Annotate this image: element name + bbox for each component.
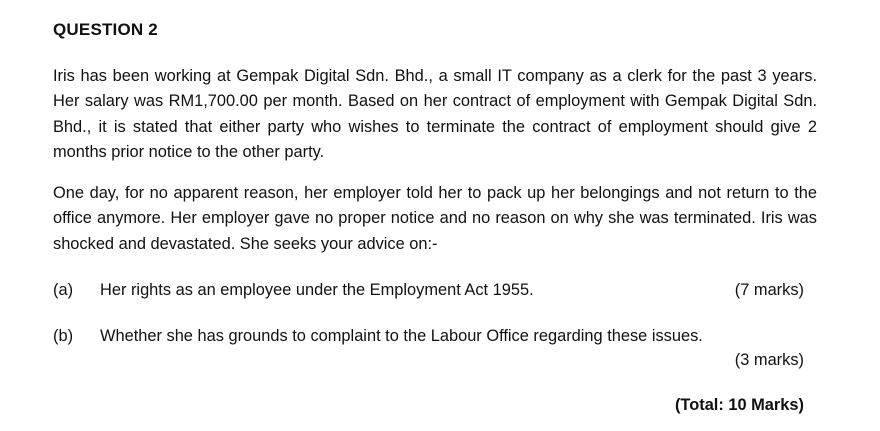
- sub-question-marks: (7 marks): [734, 281, 804, 299]
- sub-question-label: (b): [53, 327, 74, 345]
- scenario-paragraph-2: One day, for no apparent reason, her employer told her to pack up her belongings and not return to the office anymore. Her employer gave no proper notice and no reason on why she was terminated. Iris was shocked and devastated. She seeks your advice on:-: [53, 184, 817, 253]
- sub-question-text: Her rights as an employee under the Employment Act 1955.: [100, 281, 534, 299]
- scenario-paragraph-1: Iris has been working at Gempak Digital Sdn. Bhd., a small IT company as a clerk for the past 3 years. Her salary was RM1,700.00 per month. Based on her contract of employment with Gempak Digital Sdn. Bhd., it is stated that either party who wishes to terminate the contract of employment should give 2 months prior notice to the other party.: [53, 67, 817, 161]
- total-marks: (Total: 10 Marks): [674, 396, 804, 414]
- sub-question-label: (a): [53, 281, 74, 299]
- sub-question-marks: (3 marks): [734, 351, 804, 369]
- sub-question-text: Whether she has grounds to complaint to the Labour Office regarding these issues.: [100, 327, 703, 345]
- question-heading: QUESTION 2: [53, 20, 158, 39]
